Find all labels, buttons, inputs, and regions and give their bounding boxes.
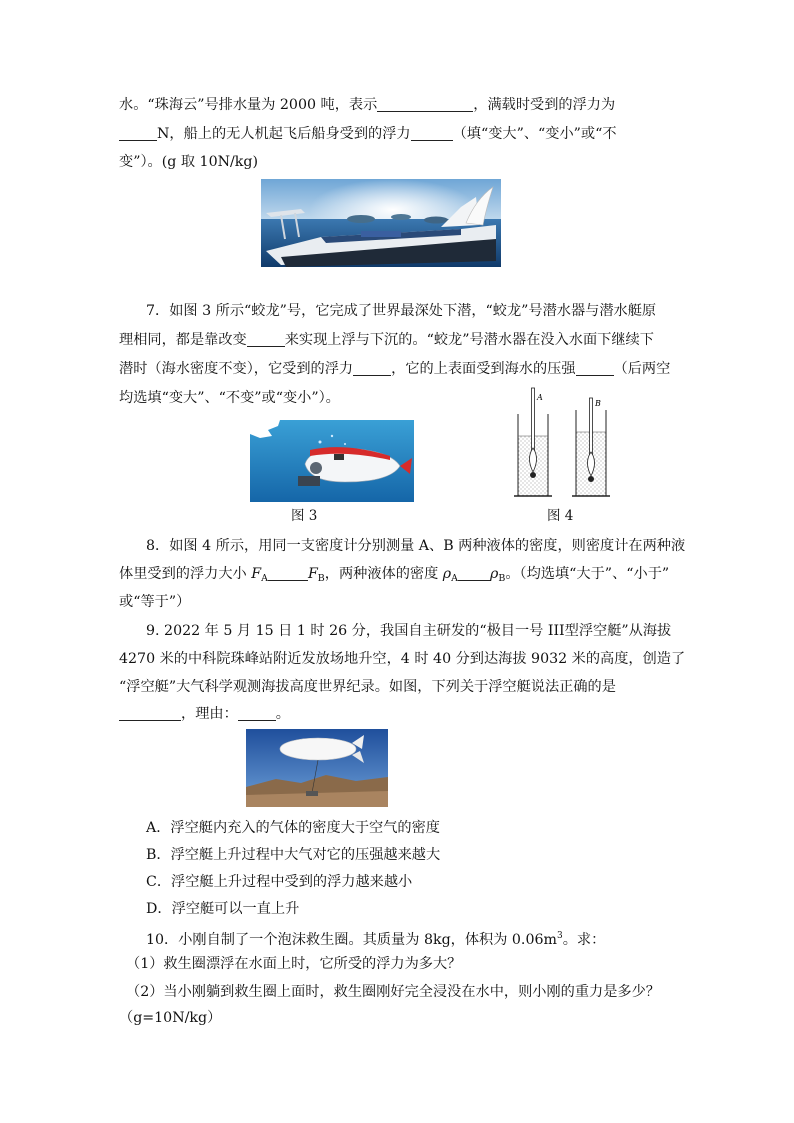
- q9-blank-answer[interactable]: [119, 704, 181, 721]
- q8-text: ，两种液体的密度: [324, 566, 443, 582]
- q6-text: N，船上的无人机起飞后船身受到的浮力: [157, 126, 411, 142]
- q7-line-3: [119, 359, 670, 379]
- fig3-caption: 图 3: [291, 508, 318, 524]
- q6-line-3: 变”）。(g 取 10N/kg): [119, 154, 259, 170]
- q6-blank-buoyancy[interactable]: [119, 124, 157, 141]
- airship-photo: [246, 729, 388, 807]
- q7-text: 理相同，都是靠改变: [119, 332, 247, 348]
- q9-text: ，理由：: [181, 706, 238, 722]
- q6-blank-meaning[interactable]: [377, 95, 473, 112]
- q7-text: （后两空: [613, 361, 671, 377]
- q7-text: ，它的上表面受到海水的压强: [391, 361, 576, 377]
- q7-line-1: 7．如图 3 所示“蛟龙”号，它完成了世界最深处下潜，“蛟龙”号潜水器与潜水艇原: [146, 303, 657, 319]
- q6-blank-change[interactable]: [411, 124, 453, 141]
- force-symbol: F: [307, 566, 318, 582]
- q10-text: 10．小刚自制了一个泡沫救生圈。其质量为 8kg，体积为 0.06m: [146, 932, 557, 948]
- force-symbol: F: [251, 566, 262, 582]
- q9-option-d: D．浮空艇可以一直上升: [146, 901, 300, 917]
- subscript-b: B: [317, 573, 325, 584]
- q8-blank-density[interactable]: [458, 564, 490, 581]
- q9-option-b: B．浮空艇上升过程中大气对它的压强越来越大: [146, 847, 441, 863]
- q10-line-4: （g=10N/kg）: [119, 1010, 222, 1026]
- q7-text: 来实现上浮与下沉的。“蛟龙”号潜水器在没入水面下继续下: [284, 332, 654, 348]
- q9-line-2: 4270 米的中科院珠峰站附近发放场地升空，4 时 40 分到达海拔 9032 米的高度，创造了: [119, 651, 686, 667]
- subscript-a: A: [451, 573, 459, 584]
- tube-a-label: A: [537, 393, 543, 402]
- q10-text: 。求：: [562, 932, 606, 948]
- tube-b-label: B: [595, 399, 601, 408]
- q6-line-1: [119, 95, 615, 115]
- q9-line-3: “浮空艇”大气科学观测海拔高度世界纪录。如图，下列关于浮空艇说法正确的是: [119, 679, 616, 695]
- submersible-photo: [250, 420, 414, 502]
- subscript-b: B: [498, 573, 506, 584]
- q6-line-2: [119, 124, 617, 144]
- q9-blank-reason[interactable]: [238, 704, 276, 721]
- q7-line-2: [119, 330, 654, 350]
- q9-line-4: [119, 704, 290, 724]
- density-symbol: ρ: [442, 566, 452, 582]
- q8-text: 。（均选填“大于”、“小于”: [505, 566, 670, 582]
- densimeter-diagram: [506, 386, 616, 501]
- q9-line-1: 9. 2022 年 5 月 15 日 1 时 26 分，我国自主研发的“极目一号 III型浮空艇”从海拔: [146, 623, 672, 639]
- q6-text: 水。“珠海云”号排水量为 2000 吨，表示: [119, 97, 378, 113]
- q9-text: 。: [275, 706, 290, 722]
- q7-blank-change[interactable]: [247, 330, 285, 347]
- q8-blank-force[interactable]: [268, 564, 308, 581]
- q7-blank-pressure[interactable]: [576, 359, 614, 376]
- q6-text: ，满载时受到的浮力为: [473, 97, 616, 113]
- q6-text: （填“变大”、“变小”或“不: [452, 126, 617, 142]
- q7-blank-buoyancy[interactable]: [353, 359, 391, 376]
- q8-line-3: 或“等于”）: [119, 594, 191, 610]
- q7-text: 潜时（海水密度不变），它受到的浮力: [119, 361, 354, 377]
- q7-line-4: 均选填“变大”、“不变”或“变小”）。: [119, 390, 340, 406]
- fig4-caption: 图 4: [547, 508, 574, 524]
- q8-line-1: 8．如图 4 所示，用同一支密度计分别测量 A、B 两种液体的密度，则密度计在两种液: [146, 538, 686, 554]
- subscript-a: A: [261, 573, 268, 584]
- density-symbol: ρ: [490, 566, 499, 582]
- ship-photo: [261, 179, 501, 267]
- superscript-3: 3: [556, 931, 563, 941]
- q8-line-2: [119, 564, 669, 589]
- q9-option-a: A．浮空艇内充入的气体的密度大于空气的密度: [146, 820, 440, 836]
- q10-line-1: [146, 926, 605, 950]
- q9-option-c: C．浮空艇上升过程中受到的浮力越来越小: [146, 874, 413, 890]
- q10-sub-1: （1）救生圈漂浮在水面上时，它所受的浮力为多大？: [126, 956, 462, 972]
- q8-text: 体里受到的浮力大小: [119, 566, 252, 582]
- q10-sub-2: （2）当小刚躺到救生圈上面时，救生圈刚好完全浸没在水中，则小刚的重力是多少？: [126, 984, 660, 1000]
